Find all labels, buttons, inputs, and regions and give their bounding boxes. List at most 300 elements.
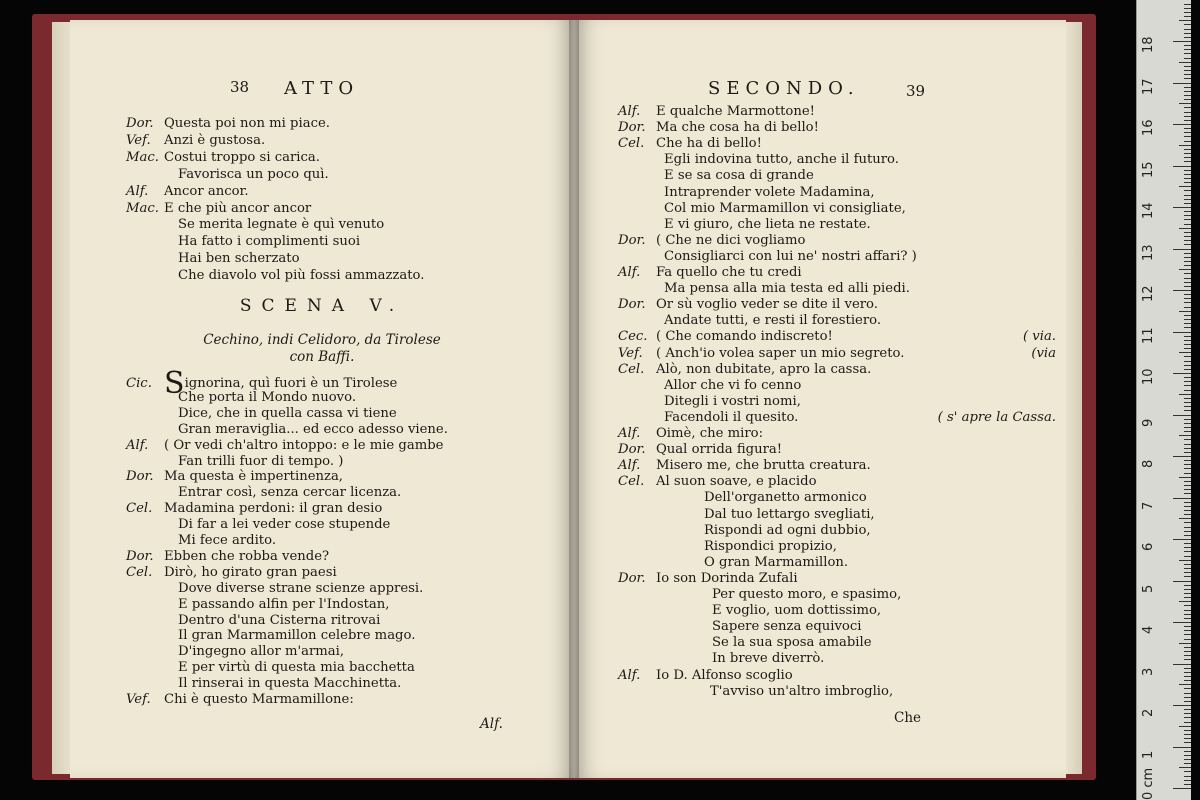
text-line [126, 565, 337, 581]
speaker-label: Dor. [126, 469, 154, 485]
ruler-tick [1184, 29, 1191, 30]
text-line [618, 168, 814, 184]
text-line [618, 684, 893, 700]
scene-title: SCENA V. [239, 296, 405, 316]
ruler-tick [1184, 481, 1191, 482]
ruler-tick [1184, 327, 1191, 328]
ruler-tick [1184, 693, 1191, 694]
verse-text: ignorina, quì fuori è un Tirolese [184, 376, 398, 391]
ruler-label: 1 [1141, 750, 1156, 759]
verse-text: Al suon soave, e placido [656, 474, 817, 490]
verse-text: E vi giuro, che lieta ne restate. [664, 216, 871, 232]
text-line [618, 378, 801, 394]
verse-text: Gran meraviglia... ed ecco adesso viene. [178, 421, 448, 437]
ruler-tick [1179, 269, 1191, 270]
ruler-tick [1179, 560, 1191, 561]
ruler-tick [1184, 37, 1191, 38]
text-line [618, 217, 871, 233]
speaker-label: Vef. [126, 692, 151, 707]
ruler-tick [1184, 215, 1191, 216]
verse-text: Alò, non dubitate, apro la cassa. [656, 361, 872, 377]
ruler-tick [1184, 506, 1191, 507]
ruler-tick [1184, 780, 1191, 781]
ruler-tick [1184, 361, 1191, 362]
ruler-tick [1184, 759, 1191, 760]
right-running-head: SECONDO. [708, 78, 860, 99]
ruler-tick [1184, 697, 1191, 698]
verse-text: ( Che comando indiscreto! [656, 329, 833, 345]
ruler-label: 11 [1141, 326, 1156, 344]
text-line [126, 597, 389, 613]
ruler-label: 18 [1141, 36, 1156, 53]
verse-text: E qualche Marmottone! [656, 104, 815, 119]
text-line [126, 184, 249, 200]
text-line [618, 394, 801, 410]
text-line [618, 249, 917, 265]
ruler-tick [1179, 62, 1191, 63]
text-line [618, 410, 798, 426]
ruler-tick [1179, 435, 1191, 436]
text-line [126, 268, 424, 284]
ruler-tick [1184, 294, 1191, 295]
ruler-tick [1184, 722, 1191, 723]
ruler-tick [1179, 767, 1191, 768]
ruler-tick [1184, 460, 1191, 461]
ruler-tick [1184, 771, 1191, 772]
ruler-tick [1179, 684, 1191, 685]
ruler-tick [1173, 124, 1191, 125]
ruler-tick [1184, 448, 1191, 449]
ruler-label: 4 [1141, 625, 1156, 634]
verse-text: Ha fatto i complimenti suoi [178, 234, 361, 250]
verse-text: Dice, che in quella cassa vi tiene [178, 405, 397, 421]
ruler-tick [1184, 149, 1191, 150]
verse-text: Or sù voglio veder se dite il vero. [656, 297, 878, 313]
ruler-tick [1184, 232, 1191, 233]
verse-text: O gran Marmamillon. [704, 554, 849, 570]
ruler-label: 17 [1141, 77, 1156, 95]
text-line [618, 442, 782, 458]
ruler-tick [1184, 203, 1191, 204]
ruler-tick [1184, 199, 1191, 200]
ruler-tick [1184, 510, 1191, 511]
verse-text: Ma questa è impertinenza, [164, 469, 343, 485]
speaker-label: Dor. [618, 120, 646, 136]
ruler-tick [1184, 58, 1191, 59]
speaker-label: Dor. [618, 232, 646, 248]
ruler-tick [1184, 522, 1191, 523]
ruler-tick [1184, 751, 1191, 752]
text-line [618, 571, 798, 587]
ruler-label: 10 [1141, 368, 1156, 385]
text-line [126, 517, 390, 533]
verse-text: Ma pensa alla mia testa ed alli piedi. [664, 281, 910, 297]
text-line [126, 501, 382, 517]
verse-text: Favorisca un poco quì. [178, 166, 329, 182]
speaker-label: Dor. [618, 297, 646, 313]
ruler-label: 2 [1141, 708, 1156, 717]
verse-text: Dal tuo lettargo svegliati, [704, 506, 875, 522]
ruler-tick [1184, 572, 1191, 573]
ruler-tick [1184, 784, 1191, 785]
ruler-tick [1173, 456, 1191, 457]
ruler-tick [1184, 182, 1191, 183]
verse-text: Il gran Marmamillon celebre mago. [178, 628, 416, 644]
text-line [126, 217, 384, 233]
verse-text: Madamina perdoni: il gran desio [164, 501, 383, 517]
speaker-label: Mac. [126, 200, 159, 216]
ruler-tick [1173, 581, 1191, 582]
stage-direction: ( via. [1022, 329, 1056, 345]
text-line [618, 346, 904, 362]
verse-text: Consigliarci con lui ne' nostri affari? ) [664, 248, 917, 264]
ruler-tick [1184, 12, 1191, 13]
verse-text: Rispondi ad ogni dubbio, [704, 522, 871, 538]
ruler-tick [1173, 332, 1191, 333]
ruler-tick [1184, 302, 1191, 303]
ruler-tick [1184, 240, 1191, 241]
verse-text: Ebben che robba vende? [164, 548, 330, 564]
verse-text: Misero me, che brutta creatura. [656, 458, 871, 474]
ruler-tick [1184, 568, 1191, 569]
ruler-label: 8 [1141, 459, 1156, 468]
verse-text: Che porta il Mondo nuovo. [178, 389, 357, 405]
ruler-tick [1184, 70, 1191, 71]
ruler-tick [1184, 224, 1191, 225]
speaker-label: Cec. [618, 329, 648, 345]
ruler-tick [1184, 626, 1191, 627]
ruler-tick [1184, 128, 1191, 129]
verse-text: Di far a lei veder cose stupende [178, 517, 391, 533]
verse-text: Io son Dorinda Zufali [656, 570, 798, 586]
measuring-ruler [1136, 0, 1191, 800]
text-line [618, 587, 901, 603]
drop-cap: S [164, 366, 185, 401]
text-line [126, 549, 329, 565]
verse-text: Dove diverse strane scienze appresi. [178, 580, 424, 596]
ruler-tick [1173, 498, 1191, 499]
ruler-tick [1184, 161, 1191, 162]
ruler-tick [1173, 41, 1191, 42]
ruler-tick [1184, 120, 1191, 121]
verse-text: Ditegli i vostri nomi, [664, 393, 801, 409]
ruler-tick [1184, 527, 1191, 528]
text-line [618, 635, 872, 651]
text-line [618, 474, 817, 490]
text-line [618, 281, 910, 297]
verse-text: E se sa cosa di grande [664, 168, 814, 184]
verse-text: Che diavolo vol più fossi ammazzato. [178, 268, 425, 284]
ruler-tick [1184, 647, 1191, 648]
ruler-tick [1184, 473, 1191, 474]
verse-text: Il rinserai in questa Macchinetta. [178, 676, 402, 692]
verse-text: Sapere senza equivoci [712, 619, 862, 635]
ruler-tick [1184, 153, 1191, 154]
ruler-label: 14 [1141, 202, 1156, 219]
ruler-tick [1184, 112, 1191, 113]
ruler-tick [1173, 539, 1191, 540]
ruler-tick [1184, 286, 1191, 287]
verse-text: Facendoli il quesito. [664, 409, 799, 425]
text-line [618, 313, 881, 329]
text-line [618, 619, 861, 635]
ruler-tick [1184, 630, 1191, 631]
ruler-tick [1184, 381, 1191, 382]
speaker-label: Cel. [618, 136, 645, 152]
speaker-label: Alf. [126, 183, 149, 199]
text-line [126, 533, 276, 549]
ruler-tick [1184, 74, 1191, 75]
speaker-label: Cel. [618, 361, 645, 377]
verse-text: T'avviso un'altro imbroglio, [710, 683, 894, 699]
ruler-tick [1184, 585, 1191, 586]
text-line [126, 676, 401, 692]
verse-text: E che più ancor ancor [164, 200, 312, 216]
ruler-tick [1179, 103, 1191, 104]
ruler-tick [1184, 485, 1191, 486]
ruler-tick [1184, 680, 1191, 681]
text-line [126, 454, 343, 470]
ruler-tick [1184, 340, 1191, 341]
text-line [126, 644, 344, 660]
left-page-number: 38 [230, 78, 250, 96]
verse-text: Entrar così, senza cercar licenza. [178, 485, 402, 501]
ruler-tick [1184, 730, 1191, 731]
ruler-tick [1184, 132, 1191, 133]
verse-text: Ancor ancor. [164, 183, 249, 199]
verse-text: Se la sua sposa amabile [712, 635, 872, 651]
ruler-tick [1184, 99, 1191, 100]
speaker-label: Dor. [618, 442, 646, 458]
verse-text: Egli indovina tutto, anche il futuro. [664, 152, 899, 168]
ruler-label: 5 [1141, 584, 1156, 593]
verse-text: Se merita legnate è quì venuto [178, 217, 385, 233]
ruler-tick [1184, 493, 1191, 494]
ruler-tick [1184, 398, 1191, 399]
verse-text: Dentro d'una Cisterna ritrovai [178, 612, 381, 628]
ruler-tick [1184, 713, 1191, 714]
ruler-tick [1184, 439, 1191, 440]
ruler-tick [1173, 83, 1191, 84]
text-line [126, 251, 300, 267]
ruler-tick [1184, 402, 1191, 403]
ruler-tick [1184, 219, 1191, 220]
ruler-label: 15 [1141, 160, 1156, 178]
text-line [618, 523, 871, 539]
ruler-label: 7 [1141, 501, 1156, 510]
ruler-tick [1184, 605, 1191, 606]
stage-direction: (via [1031, 345, 1056, 361]
ruler-label: 9 [1141, 418, 1156, 427]
ruler-tick [1184, 24, 1191, 25]
text-line [618, 120, 819, 136]
verse-text: Anzi è gustosa. [164, 132, 266, 148]
ruler-label: 0 cm [1141, 767, 1156, 800]
ruler-tick [1184, 298, 1191, 299]
verse-text: E voglio, uom dottissimo, [712, 603, 882, 619]
ruler-tick [1184, 489, 1191, 490]
text-line [126, 422, 448, 438]
speaker-label: Cel. [618, 474, 645, 490]
text-line [618, 507, 875, 523]
ruler-tick [1179, 643, 1191, 644]
ruler-tick [1184, 95, 1191, 96]
ruler-tick [1184, 668, 1191, 669]
text-line [126, 692, 354, 708]
ruler-tick [1184, 468, 1191, 469]
ruler-tick [1184, 701, 1191, 702]
ruler-tick [1184, 676, 1191, 677]
ruler-tick [1184, 659, 1191, 660]
verse-text: Mi fece ardito. [178, 533, 277, 548]
text-line [618, 603, 881, 619]
text-line [618, 458, 871, 474]
verse-text: Andate tutti, e resti il forestiero. [664, 313, 882, 329]
ruler-tick [1184, 556, 1191, 557]
ruler-tick [1184, 717, 1191, 718]
ruler-tick [1173, 664, 1191, 665]
ruler-tick [1184, 244, 1191, 245]
ruler-tick [1179, 518, 1191, 519]
ruler-tick [1184, 53, 1191, 54]
speaker-label: Dor. [126, 116, 154, 131]
ruler-tick [1184, 170, 1191, 171]
text-line [126, 613, 380, 629]
ruler-tick [1184, 377, 1191, 378]
ruler-tick [1184, 265, 1191, 266]
ruler-tick [1184, 672, 1191, 673]
ruler-tick [1184, 742, 1191, 743]
stage-direction: ( s' apre la Cassa. [937, 409, 1056, 425]
text-line [126, 438, 443, 454]
ruler-tick [1179, 477, 1191, 478]
ruler-tick [1184, 551, 1191, 552]
ruler-tick [1184, 315, 1191, 316]
ruler-tick [1184, 431, 1191, 432]
ruler-tick [1184, 427, 1191, 428]
left-page [70, 20, 574, 778]
ruler-tick [1179, 601, 1191, 602]
ruler-tick [1184, 107, 1191, 108]
speaker-label: Alf. [126, 437, 149, 453]
ruler-tick [1184, 344, 1191, 345]
ruler-tick [1184, 763, 1191, 764]
ruler-label: 16 [1141, 119, 1156, 136]
text-line [618, 104, 815, 120]
ruler-tick [1184, 211, 1191, 212]
verse-text: Fan trilli fuor di tempo. ) [178, 453, 344, 469]
ruler-tick [1184, 543, 1191, 544]
book-gutter [569, 20, 579, 778]
ruler-tick [1173, 788, 1191, 789]
verse-text: Chi è questo Marmamillone: [164, 692, 354, 707]
speaker-label: Alf. [618, 667, 641, 683]
text-line [618, 539, 837, 555]
ruler-tick [1179, 394, 1191, 395]
ruler-tick [1184, 307, 1191, 308]
ruler-tick [1184, 651, 1191, 652]
verse-text: Ma che cosa ha di bello! [656, 120, 819, 136]
ruler-tick [1184, 278, 1191, 279]
speaker-label: Mac. [126, 149, 159, 165]
right-page [574, 20, 1066, 778]
ruler-tick [1184, 502, 1191, 503]
ruler-tick [1179, 145, 1191, 146]
ruler-tick [1184, 639, 1191, 640]
ruler-label: 3 [1141, 667, 1156, 676]
ruler-tick [1184, 738, 1191, 739]
text-line [618, 668, 793, 684]
text-line [126, 581, 423, 597]
ruler-tick [1184, 365, 1191, 366]
ruler-tick [1184, 257, 1191, 258]
speaker-label: Dor. [126, 548, 154, 564]
ruler-tick [1184, 755, 1191, 756]
text-line [618, 233, 805, 249]
ruler-tick [1184, 406, 1191, 407]
text-line [126, 133, 265, 149]
verse-text: Dirò, ho girato gran paesi [164, 564, 337, 580]
ruler-tick [1184, 87, 1191, 88]
verse-text: Intraprender volete Madamina, [664, 184, 875, 200]
speaker-label: Alf. [618, 458, 641, 474]
ruler-tick [1184, 734, 1191, 735]
verse-text: E per virtù di questa mia bacchetta [178, 660, 415, 676]
ruler-tick [1184, 261, 1191, 262]
ruler-tick [1184, 273, 1191, 274]
ruler-tick [1179, 352, 1191, 353]
ruler-tick [1184, 253, 1191, 254]
ruler-tick [1184, 78, 1191, 79]
speaker-label: Cel. [126, 564, 153, 580]
ruler-tick [1184, 141, 1191, 142]
ruler-tick [1173, 622, 1191, 623]
verse-text: Hai ben scherzato [178, 251, 300, 267]
ruler-tick [1179, 20, 1191, 21]
ruler-tick [1184, 174, 1191, 175]
ruler-tick [1184, 157, 1191, 158]
ruler-tick [1184, 597, 1191, 598]
ruler-tick [1184, 547, 1191, 548]
ruler-tick [1173, 705, 1191, 706]
ruler-tick [1184, 178, 1191, 179]
ruler-tick [1184, 464, 1191, 465]
ruler-tick [1184, 33, 1191, 34]
text-line [618, 265, 802, 281]
ruler-tick [1184, 190, 1191, 191]
text-line [126, 485, 401, 501]
speaker-label: Cic. [126, 376, 152, 391]
speaker-label: Vef. [618, 345, 643, 361]
ruler-tick [1179, 726, 1191, 727]
ruler-tick [1184, 390, 1191, 391]
ruler-tick [1179, 186, 1191, 187]
text-line [618, 201, 906, 217]
ruler-tick [1184, 419, 1191, 420]
ruler-tick [1173, 747, 1191, 748]
ruler-tick [1173, 249, 1191, 250]
speaker-label: Cel. [126, 501, 153, 517]
verse-text: Rispondici propizio, [704, 538, 837, 554]
text-line [126, 390, 356, 406]
ruler-tick [1184, 688, 1191, 689]
ruler-tick [1184, 16, 1191, 17]
text-line [618, 362, 871, 378]
ruler-tick [1184, 356, 1191, 357]
right-page-number: 39 [906, 82, 926, 100]
scene-subtitle-2: con Baffi. [289, 349, 355, 365]
ruler-tick [1184, 348, 1191, 349]
